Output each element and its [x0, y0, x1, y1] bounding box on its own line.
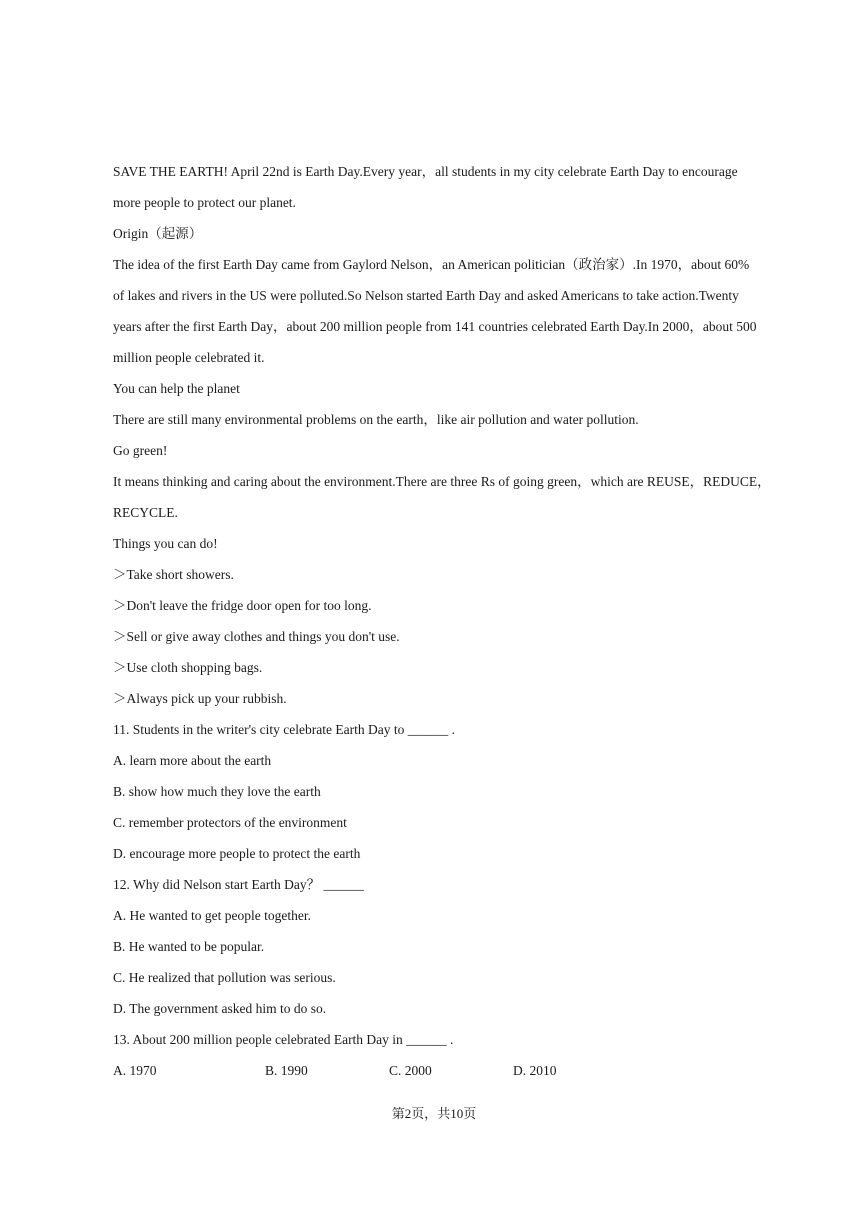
- question-11-stem: 11. Students in the writer's city celebrate Earth Day to ______ .: [113, 722, 455, 737]
- question-11-option-c: C. remember protectors of the environment: [113, 815, 347, 830]
- question-13-option-d: D. 2010: [513, 1063, 557, 1078]
- question-12-option-c: C. He realized that pollution was serious.: [113, 970, 336, 985]
- intro-line-1: SAVE THE EARTH! April 22nd is Earth Day.Every year，all students in my city celebrate Earth Day to encourage: [113, 164, 738, 179]
- question-12-option-d: D. The government asked him to do so.: [113, 1001, 327, 1016]
- page-footer: [0, 1102, 868, 1126]
- question-11-option-d: D. encourage more people to protect the earth: [113, 846, 361, 861]
- origin-line-1: The idea of the first Earth Day came from Gaylord Nelson，an American politician（政治家）.In 1970，about 60%: [113, 257, 750, 272]
- question-13-option-a: A. 1970: [113, 1063, 157, 1078]
- question-12-option-a: A. He wanted to get people together.: [113, 908, 311, 923]
- origin-heading: Origin（起源）: [113, 226, 203, 241]
- green-heading: Go green!: [113, 443, 168, 458]
- list-item: ＞Sell or give away clothes and things you don't use.: [113, 629, 400, 644]
- question-12-stem: 12. Why did Nelson start Earth Day？ ______: [113, 877, 364, 892]
- origin-line-3: years after the first Earth Day，about 200 million people from 141 countries celebrated Earth Day.In 2000，about 500: [113, 319, 757, 334]
- origin-line-4: million people celebrated it.: [113, 350, 265, 365]
- page-content: [113, 156, 771, 1086]
- list-item: ＞Take short showers.: [113, 567, 234, 582]
- green-line-1: It means thinking and caring about the environment.There are three Rs of going green，which are REUSE，REDUCE，: [113, 474, 771, 489]
- question-13-option-b: B. 1990: [265, 1063, 308, 1078]
- question-11-option-b: B. show how much they love the earth: [113, 784, 321, 799]
- green-line-2: RECYCLE.: [113, 505, 178, 520]
- help-heading: You can help the planet: [113, 381, 240, 396]
- intro-line-2: more people to protect our planet.: [113, 195, 296, 210]
- help-line-1: There are still many environmental problems on the earth，like air pollution and water pollution.: [113, 412, 639, 427]
- page-number: 第2页，共10页: [391, 1106, 477, 1121]
- question-13-stem: 13. About 200 million people celebrated Earth Day in ______ .: [113, 1032, 454, 1047]
- things-heading: Things you can do!: [113, 536, 218, 551]
- origin-line-2: of lakes and rivers in the US were polluted.So Nelson started Earth Day and asked Americans to take action.Twenty: [113, 288, 739, 303]
- question-12-option-b: B. He wanted to be popular.: [113, 939, 265, 954]
- question-13-options-row: [113, 1055, 763, 1086]
- list-item: ＞Always pick up your rubbish.: [113, 691, 287, 706]
- list-item: ＞Don't leave the fridge door open for too long.: [113, 598, 372, 613]
- question-13-option-c: C. 2000: [389, 1063, 432, 1078]
- list-item: ＞Use cloth shopping bags.: [113, 660, 263, 675]
- question-11-option-a: A. learn more about the earth: [113, 753, 272, 768]
